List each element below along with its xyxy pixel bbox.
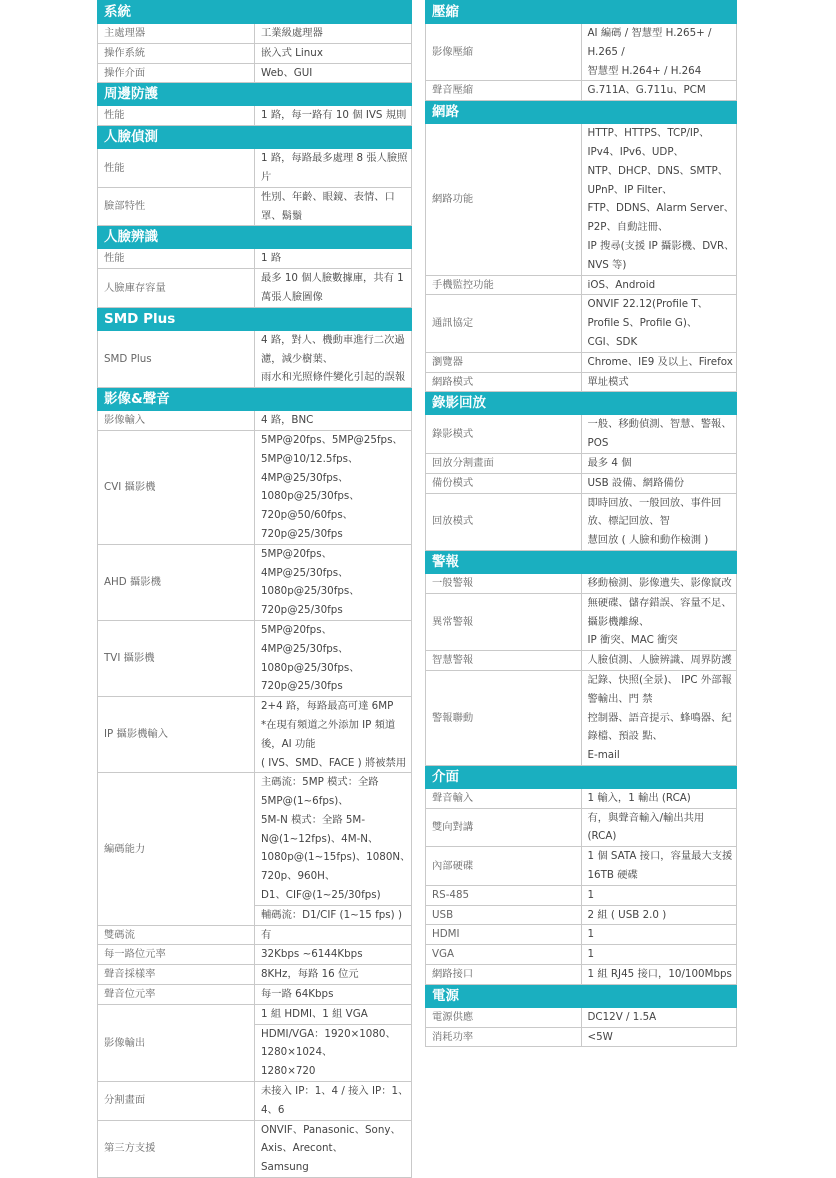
section-title: 網路: [426, 101, 737, 124]
spec-row: [426, 808, 737, 847]
spec-row: [98, 985, 412, 1005]
spec-value-line: 1: [587, 928, 595, 941]
spec-value-line: ONVIF、Panasonic、Sony、Axis、Arecont、: [261, 1123, 401, 1155]
section-header: [426, 1, 737, 24]
spec-value-line: 1 路，每一路有 10 個 IVS 規則: [261, 109, 407, 122]
spec-value-line: 慧回放 ( 人臉和動作檢測 ): [587, 534, 709, 547]
spec-row: [426, 1027, 737, 1047]
spec-label: 電源供應: [426, 1007, 582, 1027]
spec-row: [98, 330, 412, 387]
spec-value-line: 無硬碟、儲存錯誤、容量不足、攝影機離線、: [587, 596, 732, 628]
spec-value-line: G.711A、G.711u、PCM: [587, 84, 706, 97]
spec-value: [581, 593, 737, 650]
spec-row: [426, 945, 737, 965]
spec-label: HDMI: [426, 925, 582, 945]
spec-value: [581, 847, 737, 886]
spec-value-line: 1 個 SATA 接口，容量最大支援 16TB 硬碟: [587, 850, 733, 882]
spec-label: VGA: [426, 945, 582, 965]
spec-value-line: 控制器、語音提示、蜂鳴器、紀錄檔、預設 點、: [587, 711, 732, 743]
spec-value-line: 智慧型 H.264+ / H.264: [587, 64, 702, 77]
spec-label: 錄影模式: [426, 415, 582, 454]
spec-value: [581, 415, 737, 454]
section-header: [426, 550, 737, 573]
spec-value: [255, 63, 412, 83]
spec-row: [98, 106, 412, 126]
spec-value-line: iOS、Android: [587, 278, 656, 291]
spec-value-line: 主碼流：5MP 模式：全路 5MP@(1~6fps)、: [261, 776, 379, 808]
spec-row: [98, 1120, 412, 1177]
spec-value: [255, 905, 412, 925]
spec-value-line: 4 路，對人、機動車進行二次過濾，減少樹葉、: [261, 333, 405, 365]
section-header: [426, 984, 737, 1007]
spec-label: 網路功能: [426, 124, 582, 275]
section-header: [426, 392, 737, 415]
spec-value-line: 2 組 ( USB 2.0 ): [587, 908, 667, 921]
spec-value-line: 4 路，BNC: [261, 414, 314, 427]
spec-row: [426, 885, 737, 905]
spec-value: [255, 411, 412, 431]
spec-value: [581, 473, 737, 493]
spec-row: [98, 24, 412, 44]
spec-value-line: D1、CIF@(1~25/30fps): [261, 889, 381, 902]
spec-label: 主處理器: [98, 24, 255, 44]
spec-value-line: 人臉偵測、人臉辨識、周界防護: [587, 654, 732, 667]
spec-row: [98, 965, 412, 985]
spec-value: [581, 808, 737, 847]
spec-row: [98, 43, 412, 63]
spec-value: [581, 81, 737, 101]
spec-row: [426, 573, 737, 593]
spec-value: [255, 149, 412, 188]
spec-label: 聲音壓縮: [426, 81, 582, 101]
spec-table-right: [425, 0, 737, 1047]
spec-value-line: 一般、移動偵測、智慧、警報、POS: [587, 418, 732, 450]
spec-row: [426, 473, 737, 493]
spec-row: [426, 493, 737, 550]
spec-row: [98, 1082, 412, 1121]
spec-label: RS-485: [426, 885, 582, 905]
spec-value: [581, 905, 737, 925]
section-title: 系統: [98, 1, 412, 24]
spec-table-left: [97, 0, 412, 1178]
spec-label: 智慧警報: [426, 651, 582, 671]
spec-row: [426, 295, 737, 352]
spec-row: [426, 124, 737, 275]
spec-value-line: 720p@25/30fps: [261, 527, 343, 540]
section-header: [98, 307, 412, 330]
spec-value-line: IP 衝突、MAC 衝突: [587, 634, 678, 647]
spec-row: [98, 945, 412, 965]
spec-row: [98, 773, 412, 906]
spec-value: [255, 620, 412, 696]
spec-value-line: 雨水和光照條件變化引起的誤報: [261, 371, 406, 384]
spec-label: 聲音採樣率: [98, 965, 255, 985]
section-header: [98, 83, 412, 106]
spec-value-line: 1080p@25/30fps、720p@25/30fps: [261, 585, 360, 617]
spec-value-line: CGI、SDK: [587, 335, 638, 348]
spec-label: 異常警報: [426, 593, 582, 650]
spec-value: [581, 24, 737, 81]
spec-value-line: 2+4 路，每路最高可達 6MP: [261, 700, 394, 713]
spec-value-line: AI 編碼 / 智慧型 H.265+ / H.265 /: [587, 27, 712, 58]
spec-value-line: 1080p@25/30fps、720p@50/60fps、: [261, 490, 360, 522]
spec-label: 分割畫面: [98, 1082, 255, 1121]
spec-value-line: Samsung: [261, 1161, 309, 1174]
spec-value-line: 記錄、快照(全景)、 IPC 外部報警輸出、門 禁: [587, 673, 732, 705]
spec-value-line: USB 設備、網路備份: [587, 476, 684, 489]
spec-row: [98, 697, 412, 773]
spec-value-line: 1080p@25/30fps、720p@25/30fps: [261, 661, 360, 693]
spec-value: [255, 43, 412, 63]
spec-value: [255, 249, 412, 269]
spec-value-line: HDMI/VGA：1920×1080、1280×1024、: [261, 1027, 396, 1059]
section-title: 人臉辨識: [98, 226, 412, 249]
spec-value: [581, 1027, 737, 1047]
spec-value: [255, 965, 412, 985]
spec-label: 影像輸出: [98, 1004, 255, 1081]
section-title: 人臉偵測: [98, 126, 412, 149]
section-title: 警報: [426, 550, 737, 573]
spec-value-line: 即時回放、一般回放、事件回放、標記回放、智: [587, 496, 722, 528]
spec-row: [98, 430, 412, 544]
spec-row: [426, 965, 737, 985]
spec-value: [581, 788, 737, 808]
spec-value: [581, 573, 737, 593]
spec-value-line: 工業級處理器: [261, 27, 323, 39]
section-title: 電源: [426, 984, 737, 1007]
spec-row: [426, 81, 737, 101]
spec-label: 編碼能力: [98, 773, 255, 925]
spec-label: 性能: [98, 106, 255, 126]
spec-row: [98, 269, 412, 308]
spec-label: 聲音輸入: [426, 788, 582, 808]
spec-label: 備份模式: [426, 473, 582, 493]
spec-label: USB: [426, 905, 582, 925]
spec-value-line: 1 輸入，1 輸出 (RCA): [587, 791, 691, 804]
spec-table: [425, 0, 737, 1047]
spec-value: [581, 124, 737, 275]
spec-value-line: DC12V / 1.5A: [587, 1010, 657, 1023]
spec-row: [426, 788, 737, 808]
spec-label: 雙碼流: [98, 925, 255, 945]
spec-label: 第三方支援: [98, 1120, 255, 1177]
section-title: 介面: [426, 765, 737, 788]
spec-label: AHD 攝影機: [98, 544, 255, 620]
spec-value: [255, 925, 412, 945]
spec-value: [255, 544, 412, 620]
spec-row: [426, 1007, 737, 1027]
spec-row: [426, 24, 737, 81]
spec-label: 影像輸入: [98, 411, 255, 431]
spec-value: [581, 1007, 737, 1027]
spec-row: [426, 275, 737, 295]
spec-label: TVI 攝影機: [98, 620, 255, 696]
spec-value-line: 1: [587, 948, 595, 961]
spec-value: [255, 945, 412, 965]
spec-label: SMD Plus: [98, 330, 255, 387]
spec-label: 內部硬碟: [426, 847, 582, 886]
spec-value: [255, 1082, 412, 1121]
spec-label: 一般警報: [426, 573, 582, 593]
spec-value: [255, 430, 412, 544]
spec-row: [426, 925, 737, 945]
spec-value-line: 1080p@(1~15fps)、1080N、720p、960H、: [261, 851, 411, 883]
spec-label: 臉部特性: [98, 187, 255, 226]
spec-value: [255, 24, 412, 44]
spec-value-line: 1 路: [261, 252, 282, 265]
spec-value: [581, 493, 737, 550]
spec-label: 人臉庫存容量: [98, 269, 255, 308]
spec-value-line: 嵌入式 Linux: [261, 46, 323, 59]
section-header: [98, 226, 412, 249]
spec-label: 通訊協定: [426, 295, 582, 352]
spec-value-line: Web、GUI: [261, 66, 313, 79]
spec-label: 雙向對講: [426, 808, 582, 847]
spec-row: [98, 411, 412, 431]
spec-row: [426, 651, 737, 671]
spec-value-line: HTTP、HTTPS、TCP/IP、IPv4、IPv6、UDP、: [587, 127, 710, 158]
spec-row: [98, 925, 412, 945]
spec-value-line: 每一路 64Kbps: [261, 988, 334, 1001]
section-header: [98, 388, 412, 411]
spec-label: 消耗功率: [426, 1027, 582, 1047]
spec-value-line: 1 組 RJ45 接口，10/100Mbps: [587, 968, 732, 981]
spec-value: [581, 885, 737, 905]
spec-value-line: 1280×720: [261, 1065, 316, 1078]
spec-value-line: <5W: [587, 1030, 613, 1043]
spec-value-line: 1 組 HDMI、1 組 VGA: [261, 1007, 368, 1020]
spec-value: [255, 773, 412, 906]
spec-value: [581, 453, 737, 473]
spec-label: 操作介面: [98, 63, 255, 83]
spec-label: 性能: [98, 249, 255, 269]
spec-value-line: 1: [587, 888, 595, 901]
spec-value-line: Chrome、IE9 及以上、Firefox: [587, 355, 733, 368]
spec-value: [581, 670, 737, 765]
spec-value-line: 8KHz，每路 16 位元: [261, 968, 359, 981]
spec-row: [98, 187, 412, 226]
spec-value-line: 5MP@20fps、4MP@25/30fps、: [261, 623, 349, 655]
spec-value-line: E-mail: [587, 749, 620, 762]
spec-row: [426, 905, 737, 925]
spec-row: [426, 670, 737, 765]
spec-label: IP 攝影機輸入: [98, 697, 255, 773]
spec-value: [255, 985, 412, 1005]
spec-row: [98, 149, 412, 188]
spec-value-line: 5MP@20fps、5MP@25fps、: [261, 433, 403, 446]
spec-value-line: 32Kbps ~6144Kbps: [261, 948, 363, 961]
section-title: 錄影回放: [426, 392, 737, 415]
spec-value-line: 5MP@20fps、4MP@25/30fps、: [261, 547, 349, 579]
section-title: SMD Plus: [98, 307, 412, 330]
spec-value: [581, 275, 737, 295]
spec-row: [426, 415, 737, 454]
spec-label: 網路接口: [426, 965, 582, 985]
spec-value-line: 5MP@10/12.5fps、4MP@25/30fps、: [261, 452, 359, 484]
spec-table: [97, 0, 412, 1178]
spec-value: [255, 1004, 412, 1024]
spec-value: [255, 330, 412, 387]
spec-row: [98, 620, 412, 696]
spec-value-line: FTP、DDNS、Alarm Server、P2P、自動註冊、: [587, 202, 735, 234]
spec-value-line: 最多 4 個: [587, 456, 632, 469]
spec-label: 手機監控功能: [426, 275, 582, 295]
spec-value-line: ( IVS、SMD、FACE ) 將被禁用: [261, 756, 407, 769]
section-title: 影像&聲音: [98, 388, 412, 411]
section-header: [98, 1, 412, 24]
spec-row: [426, 847, 737, 886]
spec-row: [426, 372, 737, 392]
spec-value: [581, 945, 737, 965]
spec-label: 警報聯動: [426, 670, 582, 765]
spec-value: [255, 1120, 412, 1177]
spec-value-line: 5M-N 模式：全路 5M-N@(1~12fps)、4M-N、: [261, 813, 379, 845]
spec-value: [255, 269, 412, 308]
spec-value: [581, 352, 737, 372]
spec-value-line: NTP、DHCP、DNS、SMTP、UPnP、IP Filter、: [587, 164, 729, 196]
spec-value-line: 最多 10 個人臉數據庫，共有 1 萬張人臉圖像: [261, 272, 404, 303]
spec-label: 聲音位元率: [98, 985, 255, 1005]
spec-row: [98, 249, 412, 269]
spec-label: 瀏覽器: [426, 352, 582, 372]
spec-label: 操作系統: [98, 43, 255, 63]
spec-value-line: 1 路，每路最多處理 8 張人臉照片: [261, 152, 408, 183]
spec-value-line: 單址模式: [587, 375, 629, 388]
section-header: [426, 765, 737, 788]
spec-value-line: 未接入 IP：1、4 / 接入 IP：1、4、6: [261, 1085, 409, 1116]
spec-value: [255, 697, 412, 773]
spec-label: 每一路位元率: [98, 945, 255, 965]
section-title: 周邊防護: [98, 83, 412, 106]
spec-value: [255, 106, 412, 126]
spec-value: [255, 187, 412, 226]
section-header: [426, 101, 737, 124]
section-title: 壓縮: [426, 1, 737, 24]
spec-row: [426, 453, 737, 473]
spec-value-line: 有: [261, 928, 272, 941]
spec-value-line: ONVIF 22.12(Profile T、Profile S、Profile G)、: [587, 298, 708, 330]
spec-row: [98, 63, 412, 83]
spec-label: 網路模式: [426, 372, 582, 392]
spec-value: [255, 1024, 412, 1081]
spec-label: 回放模式: [426, 493, 582, 550]
spec-value-line: 有，與聲音輸入/輸出共用 (RCA): [587, 811, 705, 843]
spec-row: [426, 593, 737, 650]
spec-label: CVI 攝影機: [98, 430, 255, 544]
spec-value-line: 移動檢測、影像遺失、影像竄改: [587, 576, 732, 589]
spec-row: [98, 544, 412, 620]
section-header: [98, 126, 412, 149]
spec-value-line: IP 搜尋(支援 IP 攝影機、DVR、NVS 等): [587, 239, 735, 271]
spec-row: [98, 1004, 412, 1024]
spec-value: [581, 965, 737, 985]
spec-value: [581, 372, 737, 392]
spec-value: [581, 651, 737, 671]
spec-row: [426, 352, 737, 372]
spec-value-line: 輔碼流：D1/CIF (1~15 fps) ): [261, 908, 402, 921]
spec-label: 影像壓縮: [426, 24, 582, 81]
spec-value-line: *在現有頻道之外添加 IP 頻道後，AI 功能: [261, 718, 396, 750]
spec-label: 性能: [98, 149, 255, 188]
spec-value: [581, 295, 737, 352]
spec-label: 回放分割畫面: [426, 453, 582, 473]
spec-value: [581, 925, 737, 945]
spec-value-line: 性別、年齡、眼鏡、表情、口罩、鬍鬚: [261, 190, 395, 222]
